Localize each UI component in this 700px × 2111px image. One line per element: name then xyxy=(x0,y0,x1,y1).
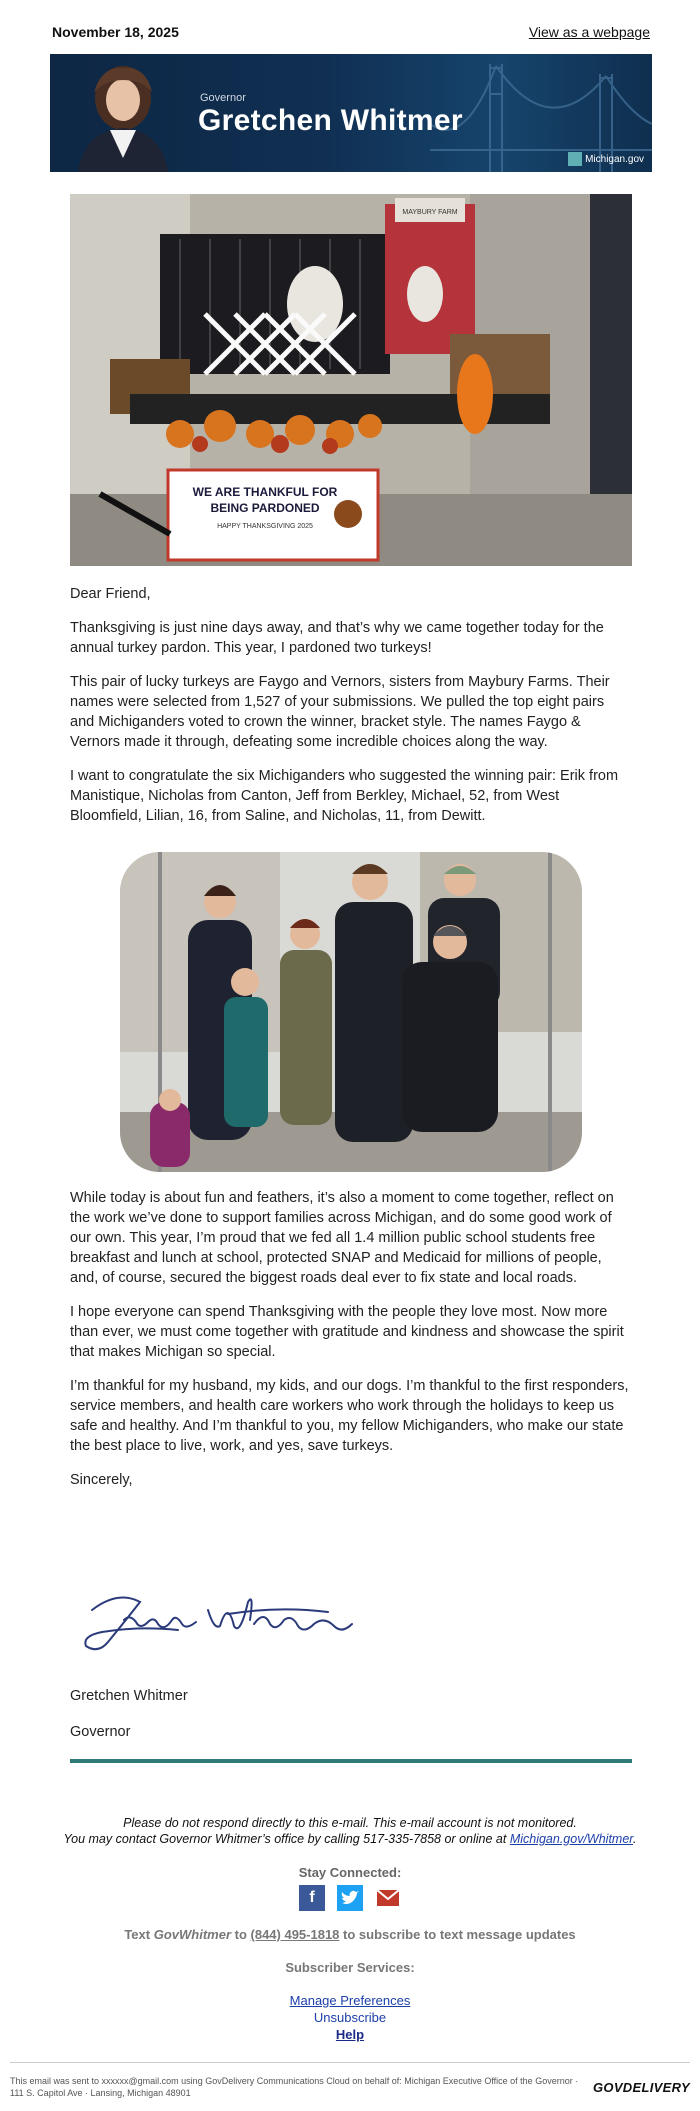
closing: Sincerely, xyxy=(70,1472,133,1488)
manage-preferences-link[interactable]: Manage Preferences xyxy=(289,1993,411,2008)
email-date: November 18, 2025 xyxy=(52,24,179,40)
paragraph-2: This pair of lucky turkeys are Faygo and Vernors, sisters from Maybury Farms. Their names were selected from 1,527 of your submissions. We pulled the top eight pairs and Michiganders voted to crown the winner, bracket style. The names Faygo & Vernors made it through, defeating some incredible choices along the way. xyxy=(70,674,610,750)
facebook-icon[interactable]: f xyxy=(299,1885,325,1911)
michigan-gov-logo: Michigan.gov xyxy=(568,152,644,166)
stay-connected-heading: Stay Connected: xyxy=(298,1865,402,1880)
text-keyword: GovWhitmer xyxy=(153,1927,232,1942)
email-icon[interactable] xyxy=(375,1885,401,1911)
top-bar xyxy=(52,14,650,50)
contact-notice: You may contact Governor Whitmer’s office by calling 517-335-7858 or online at Michigan.gov/Whitmer. xyxy=(63,1832,637,1846)
footer-notice xyxy=(20,1815,680,1847)
paragraph-3: I want to congratulate the six Michiganders who suggested the winning pair: Erik from Manistique, Nicholas from Canton, Jeff from Berkley, Michael, 52, from West Bloomfield, Lilian, 16, from Saline, and Nicholas, 11, from Dewitt. xyxy=(70,768,619,824)
sign-line-1: WE ARE THANKFUL FOR xyxy=(192,485,338,499)
greeting: Dear Friend, xyxy=(70,586,151,602)
michigan-gov-whitmer-link[interactable]: Michigan.gov/Whitmer xyxy=(509,1832,633,1846)
letter-body-bottom xyxy=(70,1188,630,1504)
govdelivery-logo: GOVDELIVERY xyxy=(593,2080,690,2095)
banner-label: Governor xyxy=(200,92,246,104)
banner-name: Gretchen Whitmer xyxy=(198,104,463,137)
no-reply-notice: Please do not respond directly to this e-mail. This e-mail account is not monitored. xyxy=(123,1816,577,1830)
twitter-bird-glyph xyxy=(341,1890,359,1906)
turkey-pardon-photo xyxy=(70,194,632,566)
unsubscribe-link[interactable]: Unsubscribe xyxy=(313,2010,387,2025)
view-as-webpage-link[interactable]: View as a webpage xyxy=(528,24,650,40)
letter-body-top xyxy=(70,584,630,840)
governor-portrait xyxy=(72,58,174,172)
subscriber-services-heading: Subscriber Services: xyxy=(285,1960,415,1975)
section-divider xyxy=(70,1759,632,1763)
sign-line-2: BEING PARDONED xyxy=(210,501,320,515)
envelope-glyph xyxy=(376,1889,400,1907)
sign-line-3: HAPPY THANKSGIVING 2025 xyxy=(217,523,313,530)
paragraph-4: While today is about fun and feathers, it’s also a moment to come together, reflect on the work we’ve done to support families across Michigan, and do some good work of our own. This year, I’m proud that we fed all 1.4 million public school students free breakfast and lunch at school, protected SNAP and Medicaid for millions of people, and, of course, secured the biggest roads deal ever to fix state and local roads. xyxy=(70,1190,614,1286)
twitter-icon[interactable] xyxy=(337,1885,363,1911)
social-links xyxy=(0,1885,700,1911)
barn-sign-text: MAYBURY FARM xyxy=(402,209,458,216)
michigan-logo-icon xyxy=(568,152,582,166)
text-subscribe-line: Text GovWhitmer to (844) 495-1818 to subscribe to text message updates xyxy=(124,1927,576,1942)
signature-title: Governor xyxy=(70,1724,131,1740)
paragraph-6: I’m thankful for my husband, my kids, and our dogs. I’m thankful to the first responders, service members, and health care workers who work through the holidays to keep us safe and healthy. And I’m thankful to you, my fellow Michiganders, who make our state the best place to live, work, and yes, save turkeys. xyxy=(70,1378,629,1454)
winners-group-photo xyxy=(120,852,582,1172)
paragraph-5: I hope everyone can spend Thanksgiving with the people they love most. Now more than ever, we must come together with gratitude and kindness and showcase the spirit that makes Michigan so special. xyxy=(70,1304,624,1360)
subscriber-links xyxy=(0,1992,700,2043)
sent-notice: This email was sent to xxxxxx@gmail.com using GovDelivery Communications Cloud on behalf of: Michigan Executive Office of the Governor · 111 S. Capitol Ave · Lansing, Michigan 48901 xyxy=(10,2076,579,2098)
paragraph-1: Thanksgiving is just nine days away, and that’s why we came together today for the annual turkey pardon. This year, I pardoned two turkeys! xyxy=(70,620,604,656)
governor-banner xyxy=(50,54,652,172)
footer-divider xyxy=(10,2062,690,2063)
handwritten-signature xyxy=(78,1580,358,1660)
help-link[interactable]: Help xyxy=(335,2027,365,2042)
signature-name: Gretchen Whitmer xyxy=(70,1688,188,1704)
text-phone-link[interactable]: (844) 495-1818 xyxy=(250,1927,340,1942)
